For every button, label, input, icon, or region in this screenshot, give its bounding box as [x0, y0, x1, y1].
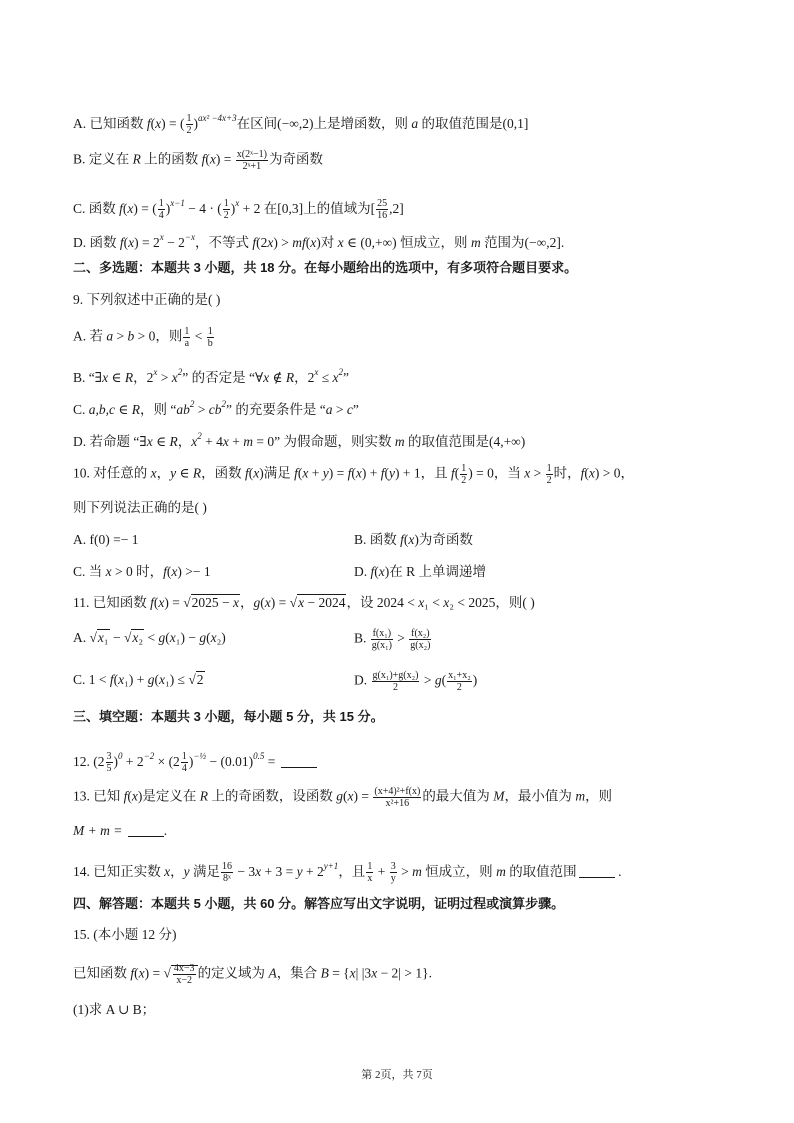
q10-option-b: B. 函数 f(x)为奇函数 [354, 532, 473, 547]
q10-stem-line2: 则下列说法正确的是( ) [73, 500, 207, 515]
q11-stem: 11. 已知函数 f(x) = √2025 − x，g(x) = √x − 2024，设 2024 < x₁ < x₂ < 2025，则( ) [73, 595, 535, 610]
q10-option-a: A. f(0) =− 1 [73, 532, 139, 547]
page-footer: 第 2页，共 7页 [361, 1069, 433, 1081]
q14: 14. 已知正实数 x，y 满足 $\frac{16}{\text{8ˣ}}$ − $3x + 3 = y + 2^{y+1}$，且 $\frac{1}{x}$ + $\frac{3}{y}$ > m 恒成立，则 m 的取值范围 . [73, 861, 622, 885]
q11-option-a: A. √x₁ − √x₂ < g(x₁) − g(x₂) [73, 630, 226, 645]
q9-option-d: D. 若命题 “∃x ∈ R，$x^2 + 4x + m = 0$” 为假命题，则实数 m 的取值范围是(4,+∞) [73, 431, 526, 449]
q11-option-c: C. 1 < f(x₁) + g(x₁) ≤ √2 [73, 672, 204, 687]
section-4-title: 四、解答题：本题共 5 小题，共 60 分。解答应写出文字说明，证明过程或演算步骤。 [73, 896, 565, 911]
q9-stem: 9. 下列叙述中正确的是( ) [73, 292, 221, 307]
q13-answer-blank[interactable] [128, 824, 164, 837]
q10-option-c: C. 当 x > 0 时，f(x) >− 1 [73, 564, 211, 579]
q10-option-d: D. f(x)在 R 上单调递增 [354, 564, 487, 579]
section-3-title: 三、填空题：本题共 3 小题，每小题 5 分，共 15 分。 [73, 709, 384, 724]
section-2-title: 二、多选题：本题共 3 小题，共 18 分。在每小题给出的选项中，有多项符合题目要求。 [73, 260, 578, 275]
q12-answer-blank[interactable] [281, 755, 317, 768]
prev-option-b: B. 定义在 R 上的函数 f(x) = $\frac{\text{x(2ˣ−1)}}{\text{2ˣ+1}}$ 为奇函数 [73, 149, 323, 172]
q15-stem: 已知函数 f(x) = √ $\frac{4x-3}{x-2}$ 的定义域为 A，集合 B = {x| |3x − 2| > 1}. [73, 963, 432, 986]
prev-option-a: A. 已知函数 f(x) = ( $\frac{1}{2}$ )$^{ax^2 -4x+3}$在区间(−∞,2)上是增函数，则 a 的取值范围是(0,1] [73, 113, 529, 137]
prev-option-c: C. 函数 f(x) = ( $\frac{1}{4}$ )$^{x-1}$ − 4 · ( $\frac{1}{2}$ )$^x$ + 2 在[0,3]上的值域为[ $\frac{25}{16}$ ,2] [73, 198, 404, 222]
q10-stem: 10. 对任意的 x，y ∈ R，函数 f(x)满足 f(x + y) = f(x) + f(y) + 1，且 f( $\frac{1}{2}$ ) = 0，当 x > $\frac{1}{2}$ 时，f(x) > 0， [73, 463, 635, 486]
q9-option-c: C. a,b,c ∈ R，则 “$ab^2 > cb^2$” 的充要条件是 “a > c” [73, 399, 359, 417]
q11-option-b: B. $\frac{\text{f(x₁)}}{\text{g(x₁)}}$ > $\frac{\text{f(x₂)}}{\text{g(x₂)}}$ [354, 628, 431, 651]
q15-head: 15. (本小题 12 分) [73, 927, 177, 942]
q9-option-a: A. 若 a > b > 0，则 $\frac{1}{a}$ < $\frac{1}{b}$ [73, 326, 213, 349]
q14-answer-blank[interactable] [579, 865, 615, 878]
q13: 13. 已知 f(x)是定义在 R 上的奇函数，设函数 g(x) = $\frac{\text{(x+4)²+f(x)}}{\text{x²+16}}$ 的最大值为 M，最小值为 m，则 [73, 786, 613, 809]
q9-option-b: B. “∃x ∈ R，$2^x > x^2$” 的否定是 “∀x ∉ R，$2^x \le x^2$” [73, 367, 350, 385]
q15-part1: (1)求 A ∪ B； [73, 1002, 156, 1017]
prev-option-d: D. 函数 $f(x) = 2^x - 2^{-x}$，不等式 f(2x) > mf(x)对 x ∈ (0,+∞) 恒成立，则 m 范围为(−∞,2]. [73, 232, 565, 250]
q12: 12. (2 $\frac{3}{5}$ )$^0 + 2^{-2} \times (2$ $\frac{1}{4}$ )$^{-\frac{1}{2}} - (0.01)^{0.5}$ = [73, 746, 317, 774]
q13-line2: M + m = . [73, 823, 168, 838]
q11-option-d: D. $\frac{\text{g(x₁)+g(x₂)}}{2}$ > g( $\frac{\text{x₁+x₂}}{2}$ ) [354, 670, 478, 693]
